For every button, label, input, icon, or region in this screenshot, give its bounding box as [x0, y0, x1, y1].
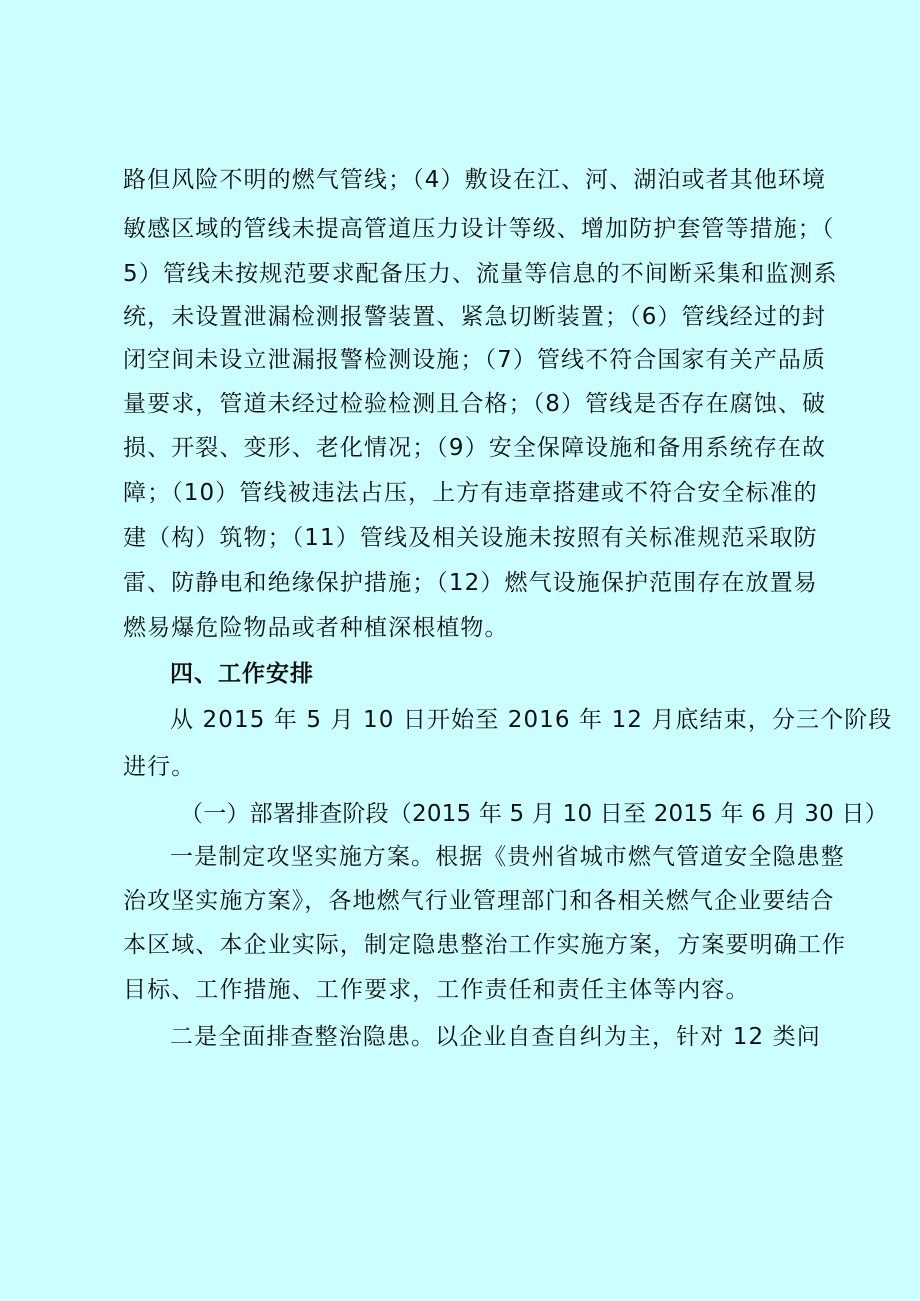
schedule-text-line: 进行。 — [123, 754, 196, 780]
body-text-line: 5）管线未按规范要求配备压力、流量等信息的不间断采集和监测系 — [123, 261, 838, 287]
section-heading: 四、工作安排 — [170, 661, 314, 687]
body-text-line: 路但风险不明的燃气管线；（4）敷设在江、河、湖泊或者其他环境 — [123, 167, 827, 193]
stage-heading: （一）部署排查阶段（2015 年 5 月 10 日至 2015 年 6 月 30 日） — [180, 801, 888, 827]
paragraph-text-line: 目标、工作措施、工作要求，工作责任和责任主体等内容。 — [123, 977, 750, 1003]
paragraph-text-line: 二是全面排查整治隐患。以企业自查自纠为主，针对 12 类问 — [170, 1024, 821, 1050]
paragraph-text-line: 一是制定攻坚实施方案。根据《贵州省城市燃气管道安全隐患整 — [170, 844, 845, 870]
body-text-line: 敏感区域的管线未提高管道压力设计等级、增加防护套管等措施；（ — [123, 216, 835, 242]
paragraph-text-line: 治攻坚实施方案》，各地燃气行业管理部门和各相关燃气企业要结合 — [123, 888, 835, 914]
body-text-line: 燃易爆危险物品或者种植深根植物。 — [123, 615, 509, 641]
schedule-text-line: 从 2015 年 5 月 10 日开始至 2016 年 12 月底结束，分三个阶段 — [170, 707, 893, 733]
body-text-line: 建（构）筑物；（11）管线及相关设施未按照有关标准规范采取防 — [123, 525, 818, 551]
paragraph-text-line: 本区域、本企业实际，制定隐患整治工作实施方案，方案要明确工作 — [123, 932, 846, 958]
body-text-line: 损、开裂、变形、老化情况；（9）安全保障设施和备用系统存在故 — [123, 435, 827, 461]
body-text-line: 量要求，管道未经过检验检测且合格；（8）管线是否存在腐蚀、破 — [123, 391, 827, 417]
body-text-line: 雷、防静电和绝缘保护措施；（12）燃气设施保护范围存在放置易 — [123, 570, 818, 596]
body-text-line: 统，未设置泄漏检测报警装置、紧急切断装置；（6）管线经过的封 — [123, 304, 827, 330]
body-text-line: 闭空间未设立泄漏报警检测设施；（7）管线不符合国家有关产品质 — [123, 347, 827, 373]
body-text-line: 障；（10）管线被违法占压，上方有违章搭建或不符合安全标准的 — [123, 480, 818, 506]
